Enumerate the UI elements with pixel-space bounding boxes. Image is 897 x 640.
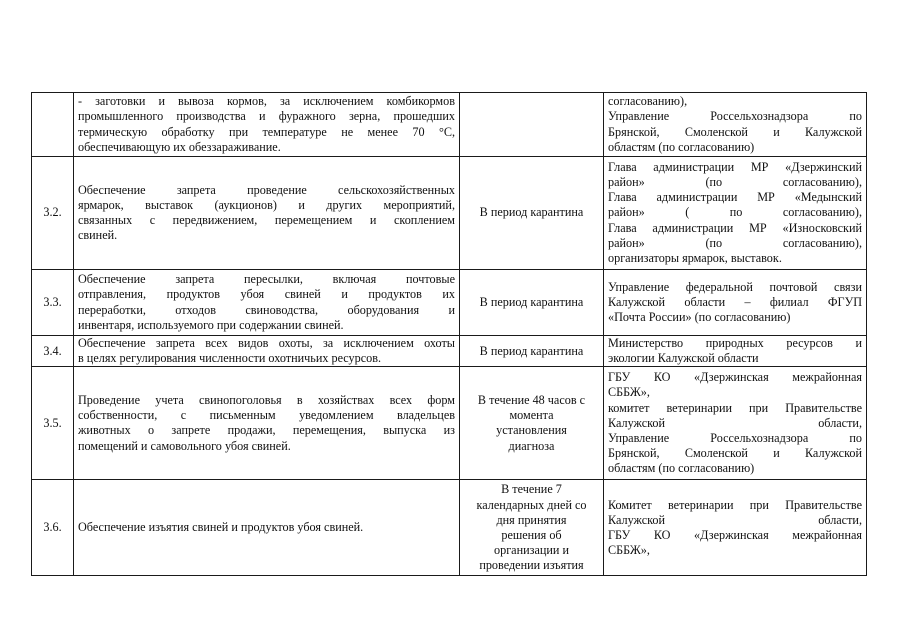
measures-table <box>31 92 867 576</box>
measure-description <box>74 93 460 157</box>
responsible-party-line: Министерство природных ресурсов и <box>608 336 862 350</box>
measure-description-line: свиней. <box>78 228 118 243</box>
responsible-party <box>604 270 867 336</box>
responsible-party <box>604 157 867 270</box>
measure-description-line: Проведение учета свинопоголовья в хозяйствах всех форм <box>78 393 455 407</box>
responsible-party-line: Калужской области, <box>608 415 862 430</box>
measure-description-line: помещений и самовольного убоя свиней. <box>78 438 291 453</box>
responsible-party-line: Глава администрации МР «Дзержинский <box>608 159 862 174</box>
measure-term-line: установления <box>496 423 567 438</box>
responsible-party <box>604 336 867 367</box>
responsible-party <box>604 480 867 576</box>
measure-description <box>74 270 460 336</box>
measure-description-line: Обеспечение запрета пересылки, включая почтовые <box>78 272 455 287</box>
measure-description-line: промышленного производства и фуражного зерна, прошедших <box>78 109 455 124</box>
responsible-party-line: Брянской, Смоленской и Калужской <box>608 446 862 461</box>
responsible-party-line: СББЖ», <box>608 385 650 400</box>
measure-term-line: организации и <box>494 543 569 558</box>
responsible-party-line: район» ( по согласованию), <box>608 205 862 220</box>
measure-description <box>74 157 460 270</box>
measure-description-line: связанных с передвижением, перемещением и скоплением <box>78 213 455 227</box>
measure-term-line: календарных дней со <box>476 497 587 512</box>
measure-description <box>74 480 460 576</box>
measure-term-line: момента <box>509 408 554 423</box>
table-row <box>32 367 867 480</box>
responsible-party <box>604 367 867 480</box>
responsible-party-line: Управление Россельхознадзора по <box>608 431 862 445</box>
measure-term <box>460 270 604 336</box>
measure-term <box>460 480 604 576</box>
measure-description-line: собственности, с письменным уведомлением владельцев <box>78 408 455 423</box>
measure-term-line: В течение 7 <box>501 482 562 497</box>
measure-term <box>460 336 604 367</box>
responsible-party-line: экологии Калужской области <box>608 351 759 366</box>
responsible-party-line: ГБУ КО «Дзержинская межрайонная <box>608 527 862 542</box>
measure-term-line: В период карантина <box>479 294 584 309</box>
measure-description-line: в целях регулирования численности охотничьих ресурсов. <box>78 351 382 366</box>
responsible-party <box>604 93 867 157</box>
responsible-party-line: комитет ветеринарии при Правительстве <box>608 400 862 415</box>
row-number <box>32 93 74 157</box>
responsible-party-line: согласованию), <box>608 94 688 109</box>
responsible-party-line: Глава администрации МР «Износковский <box>608 220 862 235</box>
measure-term-line: В период карантина <box>479 343 584 358</box>
measure-term <box>460 93 604 157</box>
measure-term-line: диагноза <box>508 438 555 453</box>
row-number: 3.2. <box>32 157 74 270</box>
measure-description-line: переработки, отходов свиноводства, оборудования и <box>78 302 455 317</box>
measure-description-line: - заготовки и вывоза кормов, за исключением комбикормов <box>78 94 455 109</box>
row-number: 3.6. <box>32 480 74 576</box>
responsible-party-line: организаторы ярмарок, выставок. <box>608 251 782 265</box>
responsible-party-line: Управление федеральной почтовой связи <box>608 279 862 294</box>
table-row <box>32 336 867 367</box>
measure-description-line: обеспечивающую их обеззараживание. <box>78 139 281 154</box>
measure-term <box>460 367 604 480</box>
table-row <box>32 157 867 270</box>
measure-term <box>460 157 604 270</box>
measure-description-line: инвентаря, используемого при содержании свиней. <box>78 317 344 332</box>
responsible-party-line: Брянской, Смоленской и Калужской <box>608 124 862 139</box>
measure-term-line: В течение 48 часов с <box>477 393 586 407</box>
responsible-party-line: ГБУ КО «Дзержинская межрайонная <box>608 370 862 385</box>
responsible-party-line: областям (по согласованию) <box>608 139 755 154</box>
row-number: 3.5. <box>32 367 74 480</box>
measure-description-line: отправления, продуктов убоя свиней и продуктов их <box>78 287 455 302</box>
row-number: 3.3. <box>32 270 74 336</box>
measure-description <box>74 367 460 480</box>
table-row <box>32 480 867 576</box>
responsible-party-line: Глава администрации МР «Медынский <box>608 190 862 205</box>
measure-description-line: Обеспечение запрета проведение сельскохозяйственных <box>78 182 455 197</box>
responsible-party-line: Калужской области – филиал ФГУП <box>608 294 862 309</box>
table-row <box>32 270 867 336</box>
measure-description-line: ярмарок, выставок (аукционов) и других мероприятий, <box>78 197 455 212</box>
responsible-party-line: район» (по согласованию), <box>608 174 862 189</box>
measure-description <box>74 336 460 367</box>
responsible-party-line: Калужской области, <box>608 512 862 527</box>
measure-term-line: проведении изъятия <box>479 558 584 573</box>
measure-term-line: решения об <box>501 527 562 542</box>
measure-description-line: термическую обработку при температуре не менее 70 °С, <box>78 124 455 139</box>
responsible-party-line: район» (по согласованию), <box>608 235 862 250</box>
responsible-party-line: «Почта России» (по согласованию) <box>608 310 791 325</box>
table-row <box>32 93 867 157</box>
measure-term-line: В период карантина <box>479 205 584 220</box>
measure-description-line: Обеспечение запрета всех видов охоты, за исключением охоты <box>78 336 455 350</box>
responsible-party-line: областям (по согласованию) <box>608 461 755 476</box>
responsible-party-line: Управление Россельхознадзора по <box>608 109 862 124</box>
responsible-party-line: Комитет ветеринарии при Правительстве <box>608 497 862 512</box>
responsible-party-line: СББЖ», <box>608 543 650 558</box>
measure-description-line: животных о запрете продажи, перемещения, выпуска из <box>78 423 455 438</box>
measure-description-line: Обеспечение изъятия свиней и продуктов убоя свиней. <box>78 520 364 535</box>
row-number: 3.4. <box>32 336 74 367</box>
measure-term-line: дня принятия <box>496 512 567 527</box>
